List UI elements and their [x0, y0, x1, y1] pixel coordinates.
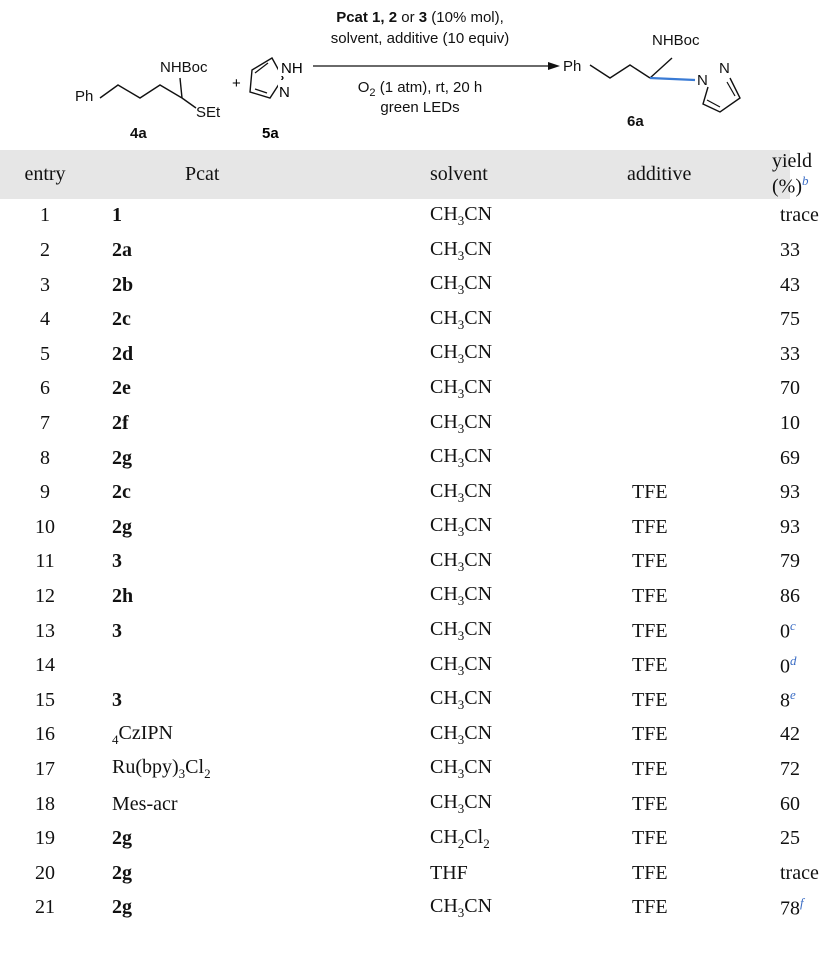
additive-cell: TFE — [632, 723, 668, 746]
table-row — [0, 199, 790, 234]
yield-value: 43 — [780, 273, 800, 296]
pcat-value: 3 — [112, 619, 122, 642]
table-row — [0, 302, 790, 337]
header-yield-label: yield (%) — [772, 150, 812, 198]
yield-cell — [767, 268, 800, 303]
pcat-cell — [90, 302, 405, 337]
yield-cell — [767, 475, 800, 510]
solvent-cell: $CH_3CN$ — [430, 341, 493, 367]
pcat-cell — [90, 545, 405, 580]
additive-cell — [615, 337, 767, 372]
yield-value: 0 — [780, 620, 790, 643]
yield-cell — [767, 510, 800, 545]
entry-cell: 7 — [40, 412, 50, 435]
table-row — [0, 683, 790, 718]
footnote-marker: b — [801, 173, 809, 188]
conditions-line-1: Pcat 1, 2 or 3 (10% mol), — [336, 9, 504, 26]
header-additive: additive — [627, 162, 692, 185]
solvent-cell: $CH_3CN$ — [430, 306, 493, 332]
pcat-value: 2h — [112, 584, 134, 607]
yield-cell — [767, 545, 800, 580]
header-entry: entry — [24, 162, 66, 185]
pcat-cell — [90, 406, 405, 441]
yield-cell — [767, 648, 797, 683]
ph-label: Ph — [75, 88, 94, 105]
pcat-cell — [90, 233, 405, 268]
entry-cell: 19 — [35, 827, 55, 850]
solvent-cell: $CH_3CN$ — [430, 756, 493, 782]
additive-cell: TFE — [632, 896, 668, 919]
pcat-cell — [90, 648, 405, 683]
table-row — [0, 233, 790, 268]
solvent-cell: $CH_3CN$ — [430, 410, 493, 436]
bond-s — [182, 98, 196, 108]
pcat-value: 2g — [112, 861, 132, 884]
additive-cell: TFE — [632, 550, 668, 573]
pcat-cell — [90, 752, 405, 787]
table-row — [0, 545, 790, 580]
additive-cell — [615, 268, 767, 303]
entry-cell: 5 — [40, 342, 50, 365]
set-label: SEt — [196, 104, 221, 121]
entry-cell: 16 — [35, 723, 55, 746]
yield-value: 8 — [780, 690, 790, 713]
reaction-scheme — [0, 0, 790, 145]
results-table — [0, 150, 819, 925]
pcat-value: Mes-acr — [112, 792, 178, 815]
nhboc-label: NHBoc — [160, 59, 208, 76]
yield-cell — [767, 199, 819, 234]
table-row — [0, 856, 790, 891]
entry-cell: 20 — [35, 861, 55, 884]
n-label: N — [279, 84, 290, 101]
pcat-value: 2d — [112, 342, 134, 365]
pcat-cell — [90, 441, 405, 476]
table-row — [0, 268, 790, 303]
pcat-value: $_4$CzIPN — [112, 721, 173, 747]
pcat-value: 2g — [112, 827, 132, 850]
entry-cell: 18 — [35, 792, 55, 815]
header-yield — [767, 150, 812, 199]
table-row — [0, 614, 790, 649]
product-cn-bond — [650, 78, 695, 80]
reactant-4a — [75, 59, 221, 142]
yield-value: 70 — [780, 377, 800, 400]
footnote-marker: f — [800, 895, 804, 910]
table-row — [0, 337, 790, 372]
solvent-cell: $CH_3CN$ — [430, 894, 493, 920]
yield-value: 93 — [780, 481, 800, 504]
table-row — [0, 579, 790, 614]
yield-value: 75 — [780, 308, 800, 331]
table-row — [0, 821, 790, 856]
entry-cell: 13 — [35, 619, 55, 642]
entry-cell: 11 — [35, 550, 55, 573]
pcat-value: 2e — [112, 377, 131, 400]
additive-cell: TFE — [632, 688, 668, 711]
product-skeleton — [590, 65, 650, 78]
entry-cell: 15 — [35, 688, 55, 711]
compound-label-6a: 6a — [627, 113, 644, 130]
yield-value: 0 — [780, 655, 790, 678]
pyrazole-double-bond-2 — [255, 89, 267, 93]
pcat-value: 1 — [112, 204, 122, 227]
additive-cell: TFE — [632, 861, 668, 884]
pcat-cell — [90, 579, 405, 614]
pcat-value: 3 — [112, 688, 122, 711]
table-body — [0, 199, 819, 925]
bond-nh — [180, 78, 182, 98]
conditions-line-3: $O_2$ (1 atm), rt, 20 h — [357, 79, 483, 99]
yield-value: trace — [780, 204, 819, 227]
additive-cell: TFE — [632, 481, 668, 504]
table-row — [0, 475, 790, 510]
entry-cell: 14 — [35, 654, 55, 677]
yield-value: 93 — [780, 515, 800, 538]
pcat-value: 2b — [112, 273, 134, 296]
additive-cell: TFE — [632, 654, 668, 677]
reaction-arrow-head — [548, 62, 560, 70]
solvent-cell: $CH_3CN$ — [430, 721, 493, 747]
product-n2-label: N — [719, 60, 730, 77]
reaction-conditions — [331, 9, 509, 116]
yield-value: 60 — [780, 792, 800, 815]
additive-cell — [615, 406, 767, 441]
pcat-cell — [90, 718, 405, 753]
entry-cell: 6 — [40, 377, 50, 400]
solvent-cell: $CH_3CN$ — [430, 445, 493, 471]
yield-cell — [767, 891, 804, 926]
solvent-cell: $CH_3CN$ — [430, 375, 493, 401]
solvent-cell: $CH_3CN$ — [430, 652, 493, 678]
table-row — [0, 718, 790, 753]
product-nhboc-label: NHBoc — [652, 32, 700, 49]
table-row — [0, 752, 790, 787]
yield-value: trace — [780, 861, 819, 884]
yield-cell — [767, 787, 800, 822]
additive-cell: TFE — [632, 757, 668, 780]
table-row — [0, 510, 790, 545]
footnote-marker: d — [790, 652, 797, 668]
solvent-cell: $CH_3CN$ — [430, 237, 493, 263]
pcat-value: 2c — [112, 308, 131, 331]
plus-sign: + — [232, 75, 241, 92]
pcat-value: 2g — [112, 515, 132, 538]
yield-cell — [767, 579, 800, 614]
solvent-cell: $CH_3CN$ — [430, 272, 493, 298]
conditions-line-4: green LEDs — [380, 99, 460, 116]
footnote-marker: c — [790, 618, 796, 634]
entry-cell: 17 — [35, 757, 55, 780]
pcat-cell — [90, 268, 405, 303]
entry-cell: 8 — [40, 446, 50, 469]
entry-cell: 4 — [40, 308, 50, 331]
product-n1-label: N — [697, 72, 708, 89]
solvent-cell: $CH_3CN$ — [430, 687, 493, 713]
yield-value: 79 — [780, 550, 800, 573]
table-row — [0, 406, 790, 441]
pcat-value: 2a — [112, 239, 132, 262]
footnote-marker: e — [790, 687, 796, 703]
entry-cell: 1 — [40, 204, 50, 227]
nh-label: NH — [281, 60, 303, 77]
pcat-cell — [90, 614, 405, 649]
table-row — [0, 787, 790, 822]
table-header-row — [0, 150, 790, 199]
yield-cell — [767, 821, 800, 856]
pcat-cell — [90, 510, 405, 545]
pcat-value: $Ru(bpy)_3Cl_2$ — [112, 756, 211, 782]
additive-cell — [615, 302, 767, 337]
yield-value: 33 — [780, 239, 800, 262]
additive-cell — [615, 372, 767, 407]
yield-value: 25 — [780, 827, 800, 850]
optimization-table — [0, 150, 819, 925]
header-solvent: solvent — [430, 162, 488, 185]
solvent-cell: $CH_3CN$ — [430, 583, 493, 609]
pcat-cell — [90, 475, 405, 510]
pcat-cell — [90, 372, 405, 407]
pcat-value: 3 — [112, 550, 122, 573]
compound-label-5a: 5a — [262, 125, 279, 142]
yield-cell — [767, 372, 800, 407]
yield-value: 86 — [780, 584, 800, 607]
solvent-cell: $CH_3CN$ — [430, 791, 493, 817]
yield-cell — [767, 718, 800, 753]
table-row — [0, 441, 790, 476]
pcat-cell — [90, 683, 405, 718]
entry-cell: 10 — [35, 515, 55, 538]
pcat-cell — [90, 199, 405, 234]
yield-value: 10 — [780, 412, 800, 435]
solvent-cell: $CH_3CN$ — [430, 479, 493, 505]
pcat-value: 2c — [112, 481, 131, 504]
entry-cell: 3 — [40, 273, 50, 296]
yield-cell — [767, 614, 796, 649]
entry-cell: 12 — [35, 584, 55, 607]
pcat-cell — [90, 891, 405, 926]
entry-cell: 2 — [40, 239, 50, 262]
pcat-value: 2f — [112, 412, 129, 435]
reactant-5a — [250, 58, 304, 142]
additive-cell — [615, 199, 767, 234]
yield-value: 69 — [780, 446, 800, 469]
header-pcat: Pcat — [185, 162, 220, 185]
entry-cell: 21 — [35, 896, 55, 919]
pcat-cell — [90, 787, 405, 822]
entry-cell: 9 — [40, 481, 50, 504]
yield-value: 78 — [780, 897, 800, 920]
table-row — [0, 891, 790, 926]
yield-cell — [767, 752, 800, 787]
yield-cell — [767, 337, 800, 372]
product-6a — [563, 32, 730, 130]
pcat-cell — [90, 856, 405, 891]
table-row — [0, 648, 790, 683]
yield-value: 72 — [780, 757, 800, 780]
compound-label-4a: 4a — [130, 125, 147, 142]
yield-cell — [767, 856, 819, 891]
pcat-value: 2g — [112, 446, 132, 469]
yield-value: 33 — [780, 342, 800, 365]
solvent-cell: $CH_3CN$ — [430, 202, 493, 228]
solvent-cell: $CH_2Cl_2$ — [430, 825, 490, 851]
additive-cell: TFE — [632, 619, 668, 642]
reactant-4a-skeleton — [100, 85, 182, 98]
pcat-cell — [90, 337, 405, 372]
yield-cell — [767, 683, 796, 718]
yield-cell — [767, 441, 800, 476]
pcat-cell — [90, 821, 405, 856]
table-row — [0, 372, 790, 407]
solvent-cell: $CH_3CN$ — [430, 618, 493, 644]
pcat-value: 2g — [112, 896, 132, 919]
product-pyrazole-double-bond — [707, 100, 720, 107]
additive-cell: TFE — [632, 792, 668, 815]
solvent-cell: THF — [430, 861, 468, 884]
product-ph-label: Ph — [563, 58, 582, 75]
additive-cell: TFE — [632, 584, 668, 607]
conditions-line-2: solvent, additive (10 equiv) — [330, 30, 510, 47]
solvent-cell: $CH_3CN$ — [430, 514, 493, 540]
yield-value: 42 — [780, 723, 800, 746]
yield-cell — [767, 302, 800, 337]
additive-cell — [615, 441, 767, 476]
additive-cell — [615, 233, 767, 268]
solvent-cell: $CH_3CN$ — [430, 548, 493, 574]
additive-cell: TFE — [632, 515, 668, 538]
yield-cell — [767, 406, 800, 441]
yield-cell — [767, 233, 800, 268]
product-bond-nh — [650, 58, 672, 78]
additive-cell: TFE — [632, 827, 668, 850]
